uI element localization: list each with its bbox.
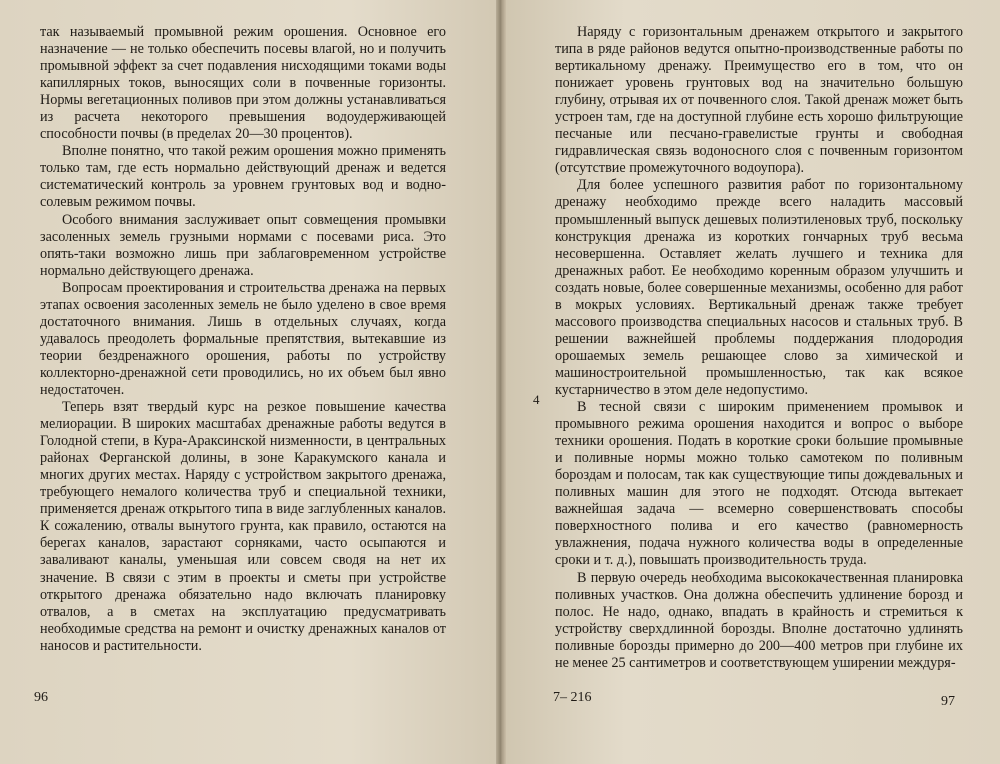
right-page-text [533,24,963,672]
printer-signature: 7– 216 [553,690,592,705]
book-gutter [496,0,506,764]
page-number-left: 96 [34,690,48,705]
page-number-right: 97 [941,694,955,709]
paragraph: В тесной связи с широким применением промывок и промывного режима орошения находится и вопрос о выборе техники орошения. Подать в короткие сроки большие промывные и поливные нормы можно только самотеком по поливным бороздам и полосам, так как существующие типы дождевальных и поливных машин для этого не подходят. Отсюда вытекает важнейшая задача — всемерно совершенствовать способы поверхностного полива и его качество (равномерность увлажнения, подача нужного количества воды в определенные сроки и т. д.), повышать производительность труда. [555,399,963,569]
paragraph: так называемый промывной режим орошения. Основное его назначение — не только обеспечить посевы влагой, но и получить промывной эффект за счет подавления нисходящими токами воды капиллярных токов, выносящих соли в почвенные горизонты. Нормы вегетационных поливов при этом должны устанавливаться из расчета некоторого превышения водоудерживающей способности почвы (в пределах 20—30 процентов). [40,24,446,143]
right-page [500,0,1000,764]
margin-mark: 4 [533,392,540,407]
paragraph: Наряду с горизонтальным дренажем открытого и закрытого типа в ряде районов ведутся опытно-производственные работы по вертикальному дренажу. Преимущество его в том, что он понижает уровень грунтовых вод на значительно большую глубину, отрывая их от почвенного слоя. Такой дренаж может быть устроен там, где на доступной глубине есть хорошо фильтрующие песчаные или песчано-гравелистые грунты и свободная гидравлическая связь водоносного слоя с почвенным горизонтом (отсутствие промежуточного водоупора). [555,24,963,177]
paragraph: Вполне понятно, что такой режим орошения можно применять только там, где есть нормально действующий дренаж и ведется систематический контроль за уровнем грунтовых вод и водно-солевым режимом почвы. [40,143,446,211]
paragraph: Особого внимания заслуживает опыт совмещения промывки засоленных земель грузными нормами с посевами риса. Это опять-таки возможно лишь при заблаговременном устройстве нормально действующего дренажа. [40,211,446,279]
left-page-text [40,24,446,655]
paragraph: Для более успешного развития работ по горизонтальному дренажу необходимо прежде всего наладить массовый промышленный выпуск дешевых полиэтиленовых труб, поскольку конструкция дренажа из коротких гончарных труб весьма несовершенна. Оставляет желать лучшего и техника для дренажных работ. Ее необходимо коренным образом улучшить и создать новые, более совершенные механизмы, особенно для работ в мокрых условиях. Вертикальный дренаж также требует массового производства специальных насосов и стальных труб. В решении важнейшей проблемы поддержания плодородия орошаемых земель решающее слово за химической и машиностроительной промышленностью, так как всякое кустарничество в этом деле недопустимо. [555,177,963,398]
paragraph: В первую очередь необходима высококачественная планировка поливных участков. Она должна обеспечить удлинение борозд и полос. Не надо, однако, впадать в крайность и стремиться к устройству сверхдлинной борозды. Вполне достаточно удлинять поливные борозды примерно до 200—400 метров при глубине их не менее 25 сантиметров и соответствующем уширении междуря- [555,569,963,671]
paragraph: Теперь взят твердый курс на резкое повышение качества мелиорации. В широких масштабах дренажные работы ведутся в Голодной степи, в Кура-Араксинской низменности, в центральных районах Ферганской долины, в зоне Каракумского канала и многих других местах. Наряду с устройством закрытого дренажа, требующего немалого количества труб и специальной техники, применяется дренаж открытого типа в виде заглубленных каналов. К сожалению, отвалы вынутого грунта, как правило, остаются на берегах каналов, зарастают сорняками, часто осыпаются и заваливают каналы, уменьшая или совсем сводя на нет их значение. В связи с этим в проекты и сметы при устройстве открытого дренажа обязательно надо включать планировку отвалов, а в сметах на эксплуатацию предусматривать необходимые средства на ремонт и очистку дренажных каналов от наносов и растительности. [40,399,446,654]
paragraph: Вопросам проектирования и строительства дренажа на первых этапах освоения засоленных земель не было уделено в свое время достаточного внимания. Лишь в отдельных случаях, когда удавалось преодолеть формальные препятствия, вытекавшие из теории бездренажного орошения, работы по устройству коллекторно-дренажной сети проводились, но их объем был явно недостаточен. [40,279,446,398]
